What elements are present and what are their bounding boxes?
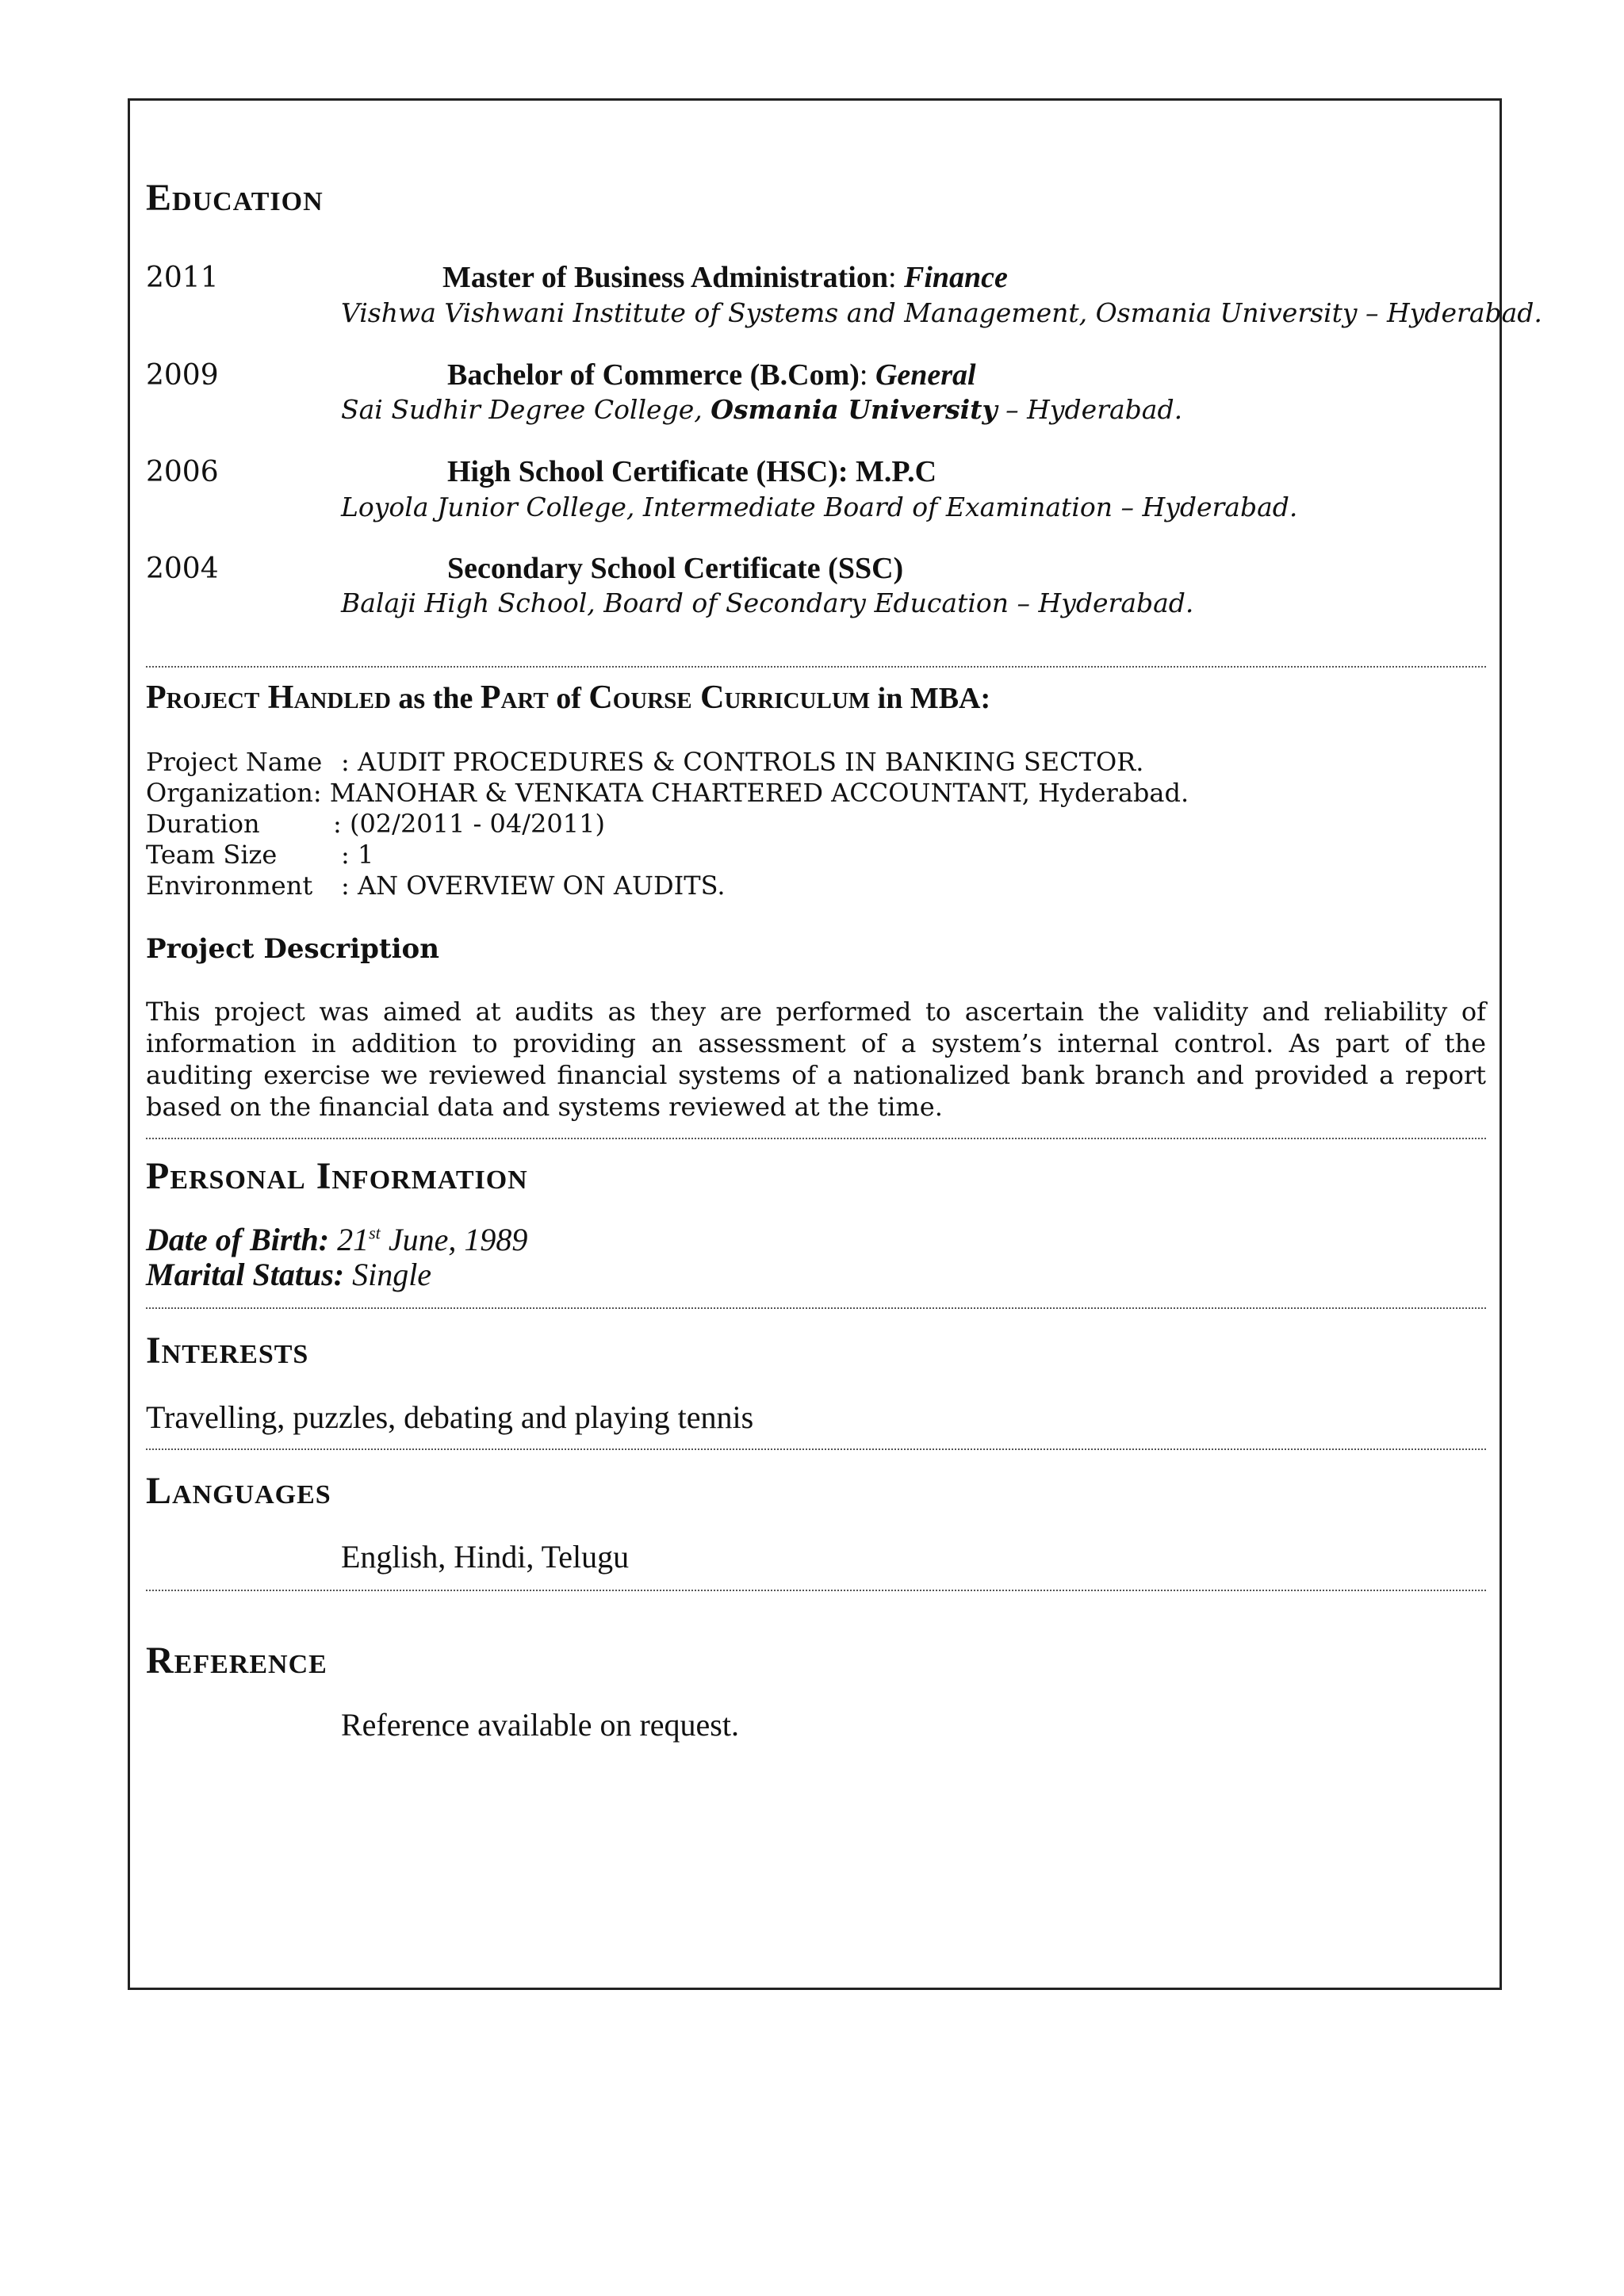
section-divider	[146, 1307, 1486, 1309]
project-field: Team Size : 1	[146, 840, 374, 870]
education-heading: Education	[146, 177, 324, 219]
project-field: Organization: MANOHAR & VENKATA CHARTERED ACCOUNTANT, Hyderabad.	[146, 778, 1189, 808]
reference-text: Reference available on request.	[341, 1707, 739, 1743]
education-institution: Balaji High School, Board of Secondary Education – Hyderabad.	[341, 587, 1194, 618]
section-divider	[146, 1138, 1486, 1139]
education-institution: Loyola Junior College, Intermediate Board of Examination – Hyderabad.	[341, 492, 1298, 522]
project-description-heading: Project Description	[146, 933, 439, 965]
languages-heading: Languages	[146, 1470, 331, 1512]
education-degree: Secondary School Certificate (SSC)	[447, 552, 904, 585]
education-institution: Sai Sudhir Degree College, Osmania University – Hyderabad.	[341, 394, 1183, 425]
interests-text: Travelling, puzzles, debating and playing tennis	[146, 1399, 754, 1435]
education-degree: Master of Business Administration: Finance	[442, 261, 1008, 294]
marital-status: Marital Status: Single	[146, 1257, 432, 1292]
education-year: 2009	[146, 359, 219, 392]
education-institution: Vishwa Vishwani Institute of Systems and Management, Osmania University – Hyderabad.	[341, 297, 1542, 328]
education-degree: Bachelor of Commerce (B.Com): General	[447, 358, 976, 392]
languages-text: English, Hindi, Telugu	[341, 1539, 630, 1575]
education-degree: High School Certificate (HSC): M.P.C	[447, 455, 937, 488]
education-year: 2006	[146, 456, 219, 488]
project-description: This project was aimed at audits as they are performed to ascertain the validity and reliability of information in addition to providing an assessment of a system’s internal control. As part of the auditing exercise we reviewed financial systems of a nationalized bank branch and provided a report based on the financial data and systems reviewed at the time.	[146, 997, 1486, 1122]
section-divider	[146, 666, 1486, 668]
project-field: Project Name : AUDIT PROCEDURES & CONTROLS IN BANKING SECTOR.	[146, 747, 1144, 777]
date-of-birth: Date of Birth: 21st June, 1989	[146, 1222, 528, 1257]
section-divider	[146, 1448, 1486, 1450]
education-year: 2011	[146, 262, 219, 294]
project-field: Environment : AN OVERVIEW ON AUDITS.	[146, 871, 726, 901]
reference-heading: Reference	[146, 1640, 327, 1682]
education-year: 2004	[146, 553, 219, 585]
section-divider	[146, 1590, 1486, 1591]
personal-heading: Personal Information	[146, 1155, 528, 1197]
interests-heading: Interests	[146, 1330, 309, 1372]
project-heading: Project Handled as the Part of Course Curriculum in MBA:	[146, 679, 991, 716]
project-field: Duration : (02/2011 - 04/2011)	[146, 809, 605, 839]
